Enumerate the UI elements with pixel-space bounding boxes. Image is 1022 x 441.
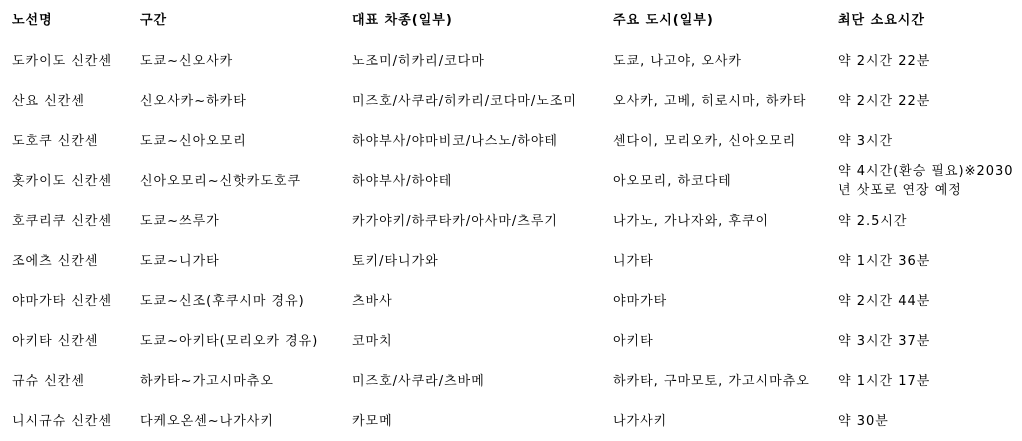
table-row [0,162,1022,202]
table-row [0,242,1022,282]
cell-section: 다케오온센~나가사키 [140,413,274,429]
cell-train-types: 하야부사/하야테 [352,173,453,189]
cell-train-types: 카모메 [352,413,393,429]
cell-line-name: 아키타 신칸센 [12,333,99,349]
cell-major-cities: 나가노, 가나자와, 후쿠이 [613,213,770,229]
cell-section: 도쿄~아키타(모리오카 경유) [140,333,319,349]
table-row [0,122,1022,162]
cell-section: 도쿄~신조(후쿠시마 경유) [140,293,305,309]
cell-min-travel-time: 약 2시간 44분 [838,293,931,309]
cell-section: 하카타~가고시마츄오 [140,373,274,389]
cell-line-name: 호쿠리쿠 신칸센 [12,213,113,229]
cell-min-travel-time: 약 2시간 22분 [838,93,931,109]
cell-section: 도쿄~쓰루가 [140,213,220,229]
column-header-train-types: 대표 차종(일부) [352,12,453,28]
cell-line-name: 야마가타 신칸센 [12,293,113,309]
table-row [0,322,1022,362]
cell-train-types: 노조미/히카리/코다마 [352,53,485,69]
table-row [0,202,1022,242]
cell-line-name: 조에츠 신칸센 [12,253,99,269]
cell-min-travel-time: 약 2시간 22분 [838,53,931,69]
cell-min-travel-time: 약 1시간 17분 [838,373,931,389]
cell-major-cities: 나가사키 [613,413,668,429]
cell-min-travel-time: 약 1시간 36분 [838,253,931,269]
cell-train-types: 하야부사/야마비코/나스노/하야테 [352,133,558,149]
table-row [0,42,1022,82]
cell-train-types: 미즈호/사쿠라/히카리/코다마/노조미 [352,93,577,109]
cell-line-name: 산요 신칸센 [12,93,85,109]
cell-line-name: 니시규슈 신칸센 [12,413,113,429]
cell-major-cities: 아키타 [613,333,654,349]
cell-train-types: 토키/타니가와 [352,253,439,269]
cell-train-types: 미즈호/사쿠라/츠바메 [352,373,485,389]
table-row [0,282,1022,322]
table-row [0,402,1022,441]
cell-major-cities: 니가타 [613,253,654,269]
cell-min-travel-time: 약 2.5시간 [838,213,908,229]
cell-train-types: 츠바사 [352,293,393,309]
table-row [0,362,1022,402]
cell-line-name: 규슈 신칸센 [12,373,85,389]
cell-line-name: 도호쿠 신칸센 [12,133,99,149]
column-header-major-cities: 주요 도시(일부) [613,12,714,28]
cell-section: 도쿄~니가타 [140,253,220,269]
cell-min-travel-time: 약 3시간 37분 [838,333,931,349]
cell-train-types: 코마치 [352,333,393,349]
column-header-section: 구간 [140,12,168,28]
cell-min-travel-time: 약 3시간 [838,133,894,149]
cell-min-travel-time: 약 30분 [838,413,889,429]
table-body [0,42,1022,441]
cell-section: 신아오모리~신핫카도호쿠 [140,173,302,189]
cell-major-cities: 아오모리, 하코다테 [613,173,732,189]
table-row [0,82,1022,122]
cell-train-types: 카가야키/하쿠타카/아사마/츠루기 [352,213,558,229]
cell-major-cities: 하카타, 구마모토, 가고시마츄오 [613,373,810,389]
cell-section: 신오사카~하카타 [140,93,247,109]
column-header-line-name: 노선명 [12,12,53,28]
cell-section: 도쿄~신오사카 [140,53,234,69]
cell-major-cities: 오사카, 고베, 히로시마, 하카타 [613,93,807,109]
cell-major-cities: 야마가타 [613,293,668,309]
cell-major-cities: 도쿄, 나고야, 오사카 [613,53,742,69]
cell-min-travel-time: 약 4시간(환승 필요)※2030년 삿포로 연장 예정 [838,164,1014,198]
cell-section: 도쿄~신아오모리 [140,133,247,149]
cell-line-name: 홋카이도 신칸센 [12,173,113,189]
column-header-min-travel-time: 최단 소요시간 [838,12,925,28]
header-row [0,0,1022,42]
cell-major-cities: 센다이, 모리오카, 신아오모리 [613,133,797,149]
cell-line-name: 도카이도 신칸센 [12,53,113,69]
